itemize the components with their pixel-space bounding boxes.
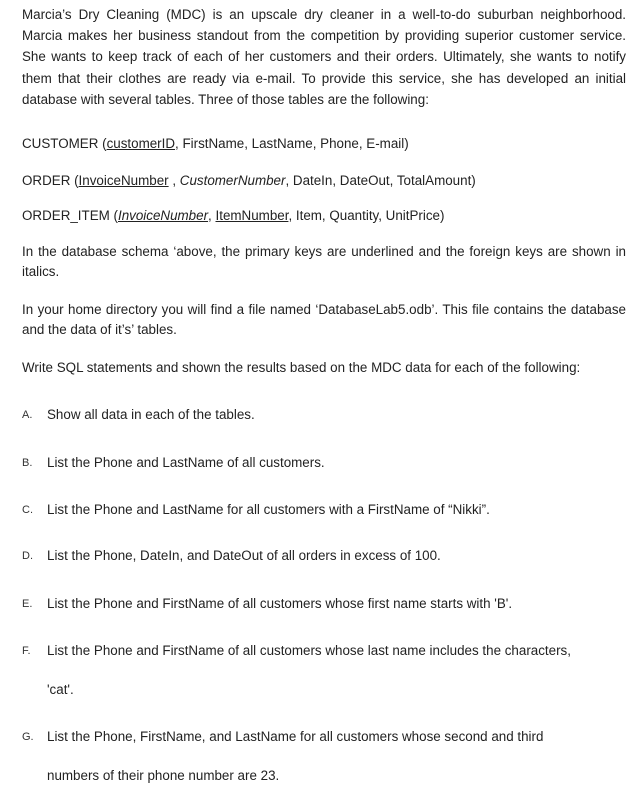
question-text: List the Phone and LastName for all customers with a FirstName of “Nikki”.	[47, 502, 490, 517]
question-text: Show all data in each of the tables.	[47, 407, 255, 422]
order-table-schema	[22, 171, 476, 191]
order-item-table-name: ORDER_ITEM (	[22, 208, 118, 223]
question-g-continuation: numbers of their phone number are 23.	[47, 768, 280, 783]
order-item-columns: , Item, Quantity, UnitPrice)	[288, 208, 445, 223]
question-text: List the Phone and LastName of all customers.	[47, 455, 325, 470]
question-f-continuation: 'cat'.	[47, 682, 74, 697]
question-letter: A.	[22, 409, 33, 421]
order-foreign-key: CustomerNumber	[179, 173, 286, 188]
order-item-primary-foreign-key: InvoiceNumber	[117, 208, 209, 223]
order-primary-key: InvoiceNumber	[78, 173, 169, 188]
question-text: List the Phone and FirstName of all customers whose last name includes the characters,	[47, 643, 571, 658]
customer-table-schema	[22, 134, 409, 154]
question-letter: C.	[22, 504, 33, 516]
question-text: List the Phone, FirstName, and LastName for all customers whose second and third	[47, 729, 544, 744]
order-separator: ,	[168, 173, 180, 188]
customer-columns: , FirstName, LastName, Phone, E-mail)	[175, 136, 409, 151]
question-letter: G.	[22, 731, 34, 743]
file-note: In your home directory you will find a file named ‘DatabaseLab5.odb’. This file contains the database and the data of it’s’ tables.	[22, 302, 626, 337]
question-letter: D.	[22, 550, 33, 562]
instruction: Write SQL statements and shown the results based on the MDC data for each of the following:	[22, 360, 581, 375]
question-text: List the Phone, DateIn, and DateOut of all orders in excess of 100.	[47, 548, 441, 563]
customer-table-name: CUSTOMER (	[22, 136, 107, 151]
question-text: List the Phone and FirstName of all customers whose first name starts with 'B'.	[47, 596, 513, 611]
schema-note: In the database schema ‘above, the primary keys are underlined and the foreign keys are shown in italics.	[22, 244, 626, 279]
order-item-primary-key: ItemNumber	[215, 208, 289, 223]
customer-primary-key: customerID	[106, 136, 176, 151]
order-table-name: ORDER (	[22, 173, 79, 188]
order-item-separator: ,	[208, 208, 216, 223]
order-item-table-schema	[22, 206, 444, 226]
question-letter: F.	[22, 645, 31, 657]
intro-paragraph: Marcia’s Dry Cleaning (MDC) is an upscale dry cleaner in a well-to-do suburban neighborhood. Marcia makes her business standout from the competition by providing superior customer service. She wants to keep track of each of her customers and their orders. Ultimately, she wants to notify them that their clothes are ready via e-mail. To provide this service, she has developed an initial database with several tables. Three of those tables are the following:	[22, 7, 626, 107]
question-letter: E.	[22, 598, 33, 610]
order-columns: , DateIn, DateOut, TotalAmount)	[285, 173, 476, 188]
question-letter: B.	[22, 457, 33, 469]
